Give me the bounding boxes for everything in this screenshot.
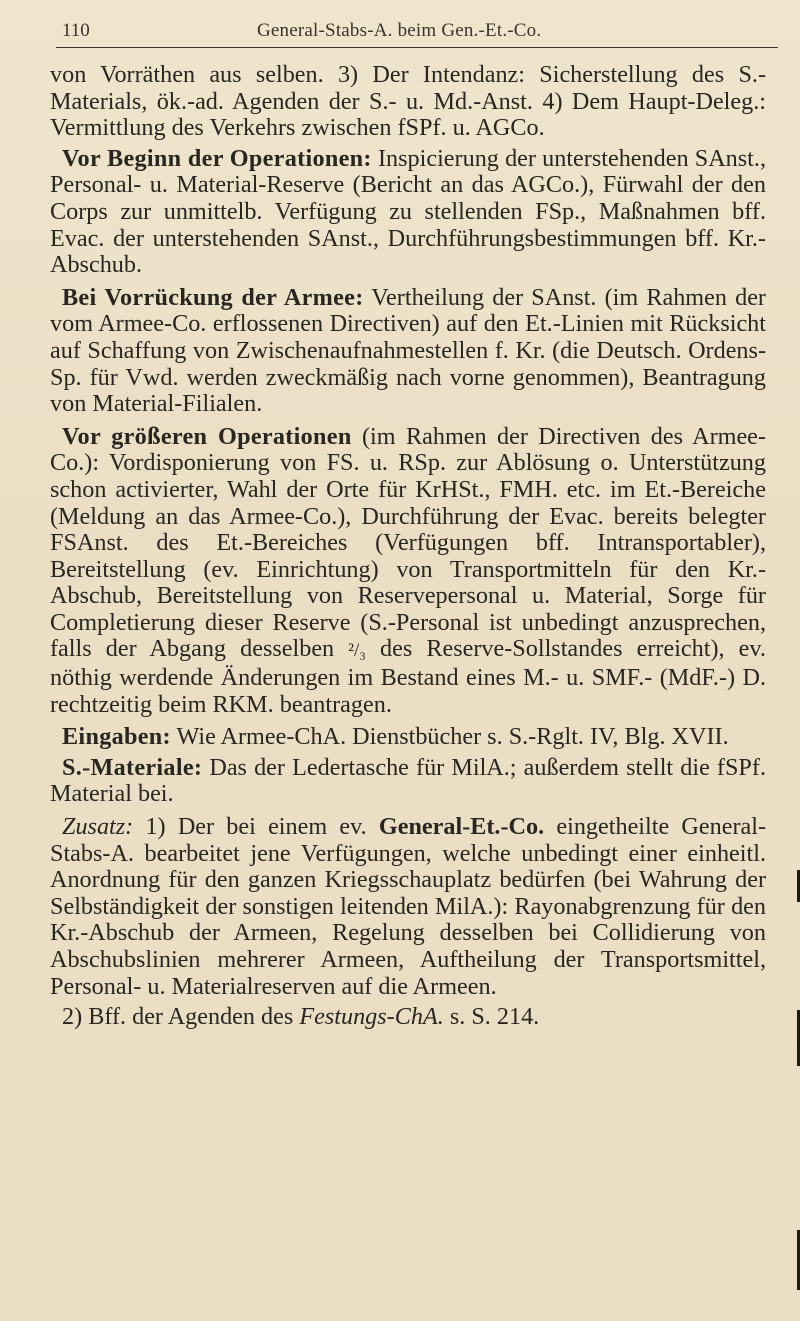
paragraph-text: Das der Ledertasche für MilA.; außerdem stellt die fSPf. Material bei. <box>50 753 766 808</box>
paragraph-text: (im Rahmen der Directiven des Armee-Co.): Vordisponierung von FS. u. RSp. zur Ablösung o. Unterstützung schon activierter, Wahl der Orte für KrHSt., FMH. etc. im Et.-Bereiche (Meldung an das Armee-Co.), Durchführung der Evac. bereits belegter FSAnst. des Et.-Bereiches (Verfügungen bff. Intransportabler), Bereitstellung (ev. Einrichtung) von Transportmitteln für den Kr.-Abschub, Bereitstellung von Reservepersonal u. Material, Sorge für Completierung dieser Reserve (S.-Personal ist unbedingt anzusprechen, falls der Abgang desselben <box>50 422 766 663</box>
emphasized-term: General-Et.-Co. <box>378 813 545 841</box>
paragraph-text-continued: des Reserve-Sollstandes erreicht), ev. nöthig werdende Änderungen im Bestand eines M.- u. SMF.- (MdF.-) D. rechtzeitig beim RKM. beantragen. <box>50 635 766 718</box>
page-number: 110 <box>62 20 90 41</box>
page-header <box>62 18 782 44</box>
italic-term: Festungs-ChA. <box>299 1003 444 1031</box>
paragraph-lead: S.-Materiale: <box>62 753 203 781</box>
running-title: General-Stabs-A. beim Gen.-Et.-Co. <box>257 20 542 41</box>
paragraph-lead: Vor größeren Operationen <box>62 422 352 450</box>
paragraph-vor-beginn <box>50 146 766 279</box>
paragraph-lead: Bei Vorrückung der Armee: <box>62 283 364 311</box>
page-body <box>50 62 766 1037</box>
paragraph-text: Inspicierung der unterstehenden SAnst., Personal- u. Material-Reserve (Bericht an das AGCo.), Fürwahl der den Corps zur unmittelb. Verfügung zu stellenden FSp., Maßnahmen bff. Evac. der unterstehenden SAnst., Durchführungsbestimmungen bff. Kr.-Abschub. <box>50 144 766 279</box>
paragraph-vor-groesseren-operationen <box>50 424 766 719</box>
paragraph-text-continued: s. S. 214. <box>443 1003 540 1031</box>
paragraph-s-materiale <box>50 755 766 808</box>
paragraph-bei-vorrueckung <box>50 285 766 418</box>
paragraph-text: von Vorräthen aus selben. 3) Der Intendanz: Sicherstellung des S.-Materials, ök.-ad. Agenden der S.- u. Md.-Anst. 4) Dem Haupt-Deleg.: Vermittlung des Verkehrs zwischen fSPf. u. AGCo. <box>50 61 766 142</box>
paragraph-text: 2) Bff. der Agenden des <box>62 1003 300 1031</box>
paragraph-text: Vertheilung der SAnst. (im Rahmen der vom Armee-Co. erflossenen Directiven) auf den Et.-Linien mit Rücksicht auf Schaffung von Zwischenaufnahmestellen f. Kr. (die Deutsch. Ordens-Sp. für Vwd. werden zweckmäßig nach vorne genommen), Beantragung von Material-Filialen. <box>50 283 766 418</box>
paragraph-lead: Zusatz: <box>62 813 134 841</box>
paragraph-text: Wie Armee-ChA. Dienstbücher s. S.-Rglt. IV, Blg. XVII. <box>170 723 729 751</box>
paragraph-lead: Eingaben: <box>62 723 171 751</box>
paragraph-text-continued: eingetheilte General-Stabs-A. bearbeitet jene Verfügungen, welche unbedingt einer einheitl. Anordnung für den ganzen Kriegsschauplatz bedürfen (bei Wahrung der Selbständigkeit der sonstigen leitenden MilA.): Rayonabgrenzung für den Kr.-Abschub der Armeen, Regelung desselben bei Collidierung von Abschubslinien mehrerer Armeen, Auftheilung der Transportsmittel, Personal- u. Materialreserven auf die Armeen. <box>50 813 767 1000</box>
fraction: ²/₃ <box>348 640 366 662</box>
paragraph-footnote-2 <box>50 1004 766 1031</box>
paragraph-lead: Vor Beginn der Operationen: <box>62 144 372 172</box>
paragraph-text: 1) Der bei einem ev. <box>133 813 379 841</box>
paragraph-zusatz <box>50 814 766 1000</box>
paragraph-eingaben <box>50 724 766 751</box>
header-rule <box>56 47 778 48</box>
paragraph-continuation <box>50 62 766 142</box>
